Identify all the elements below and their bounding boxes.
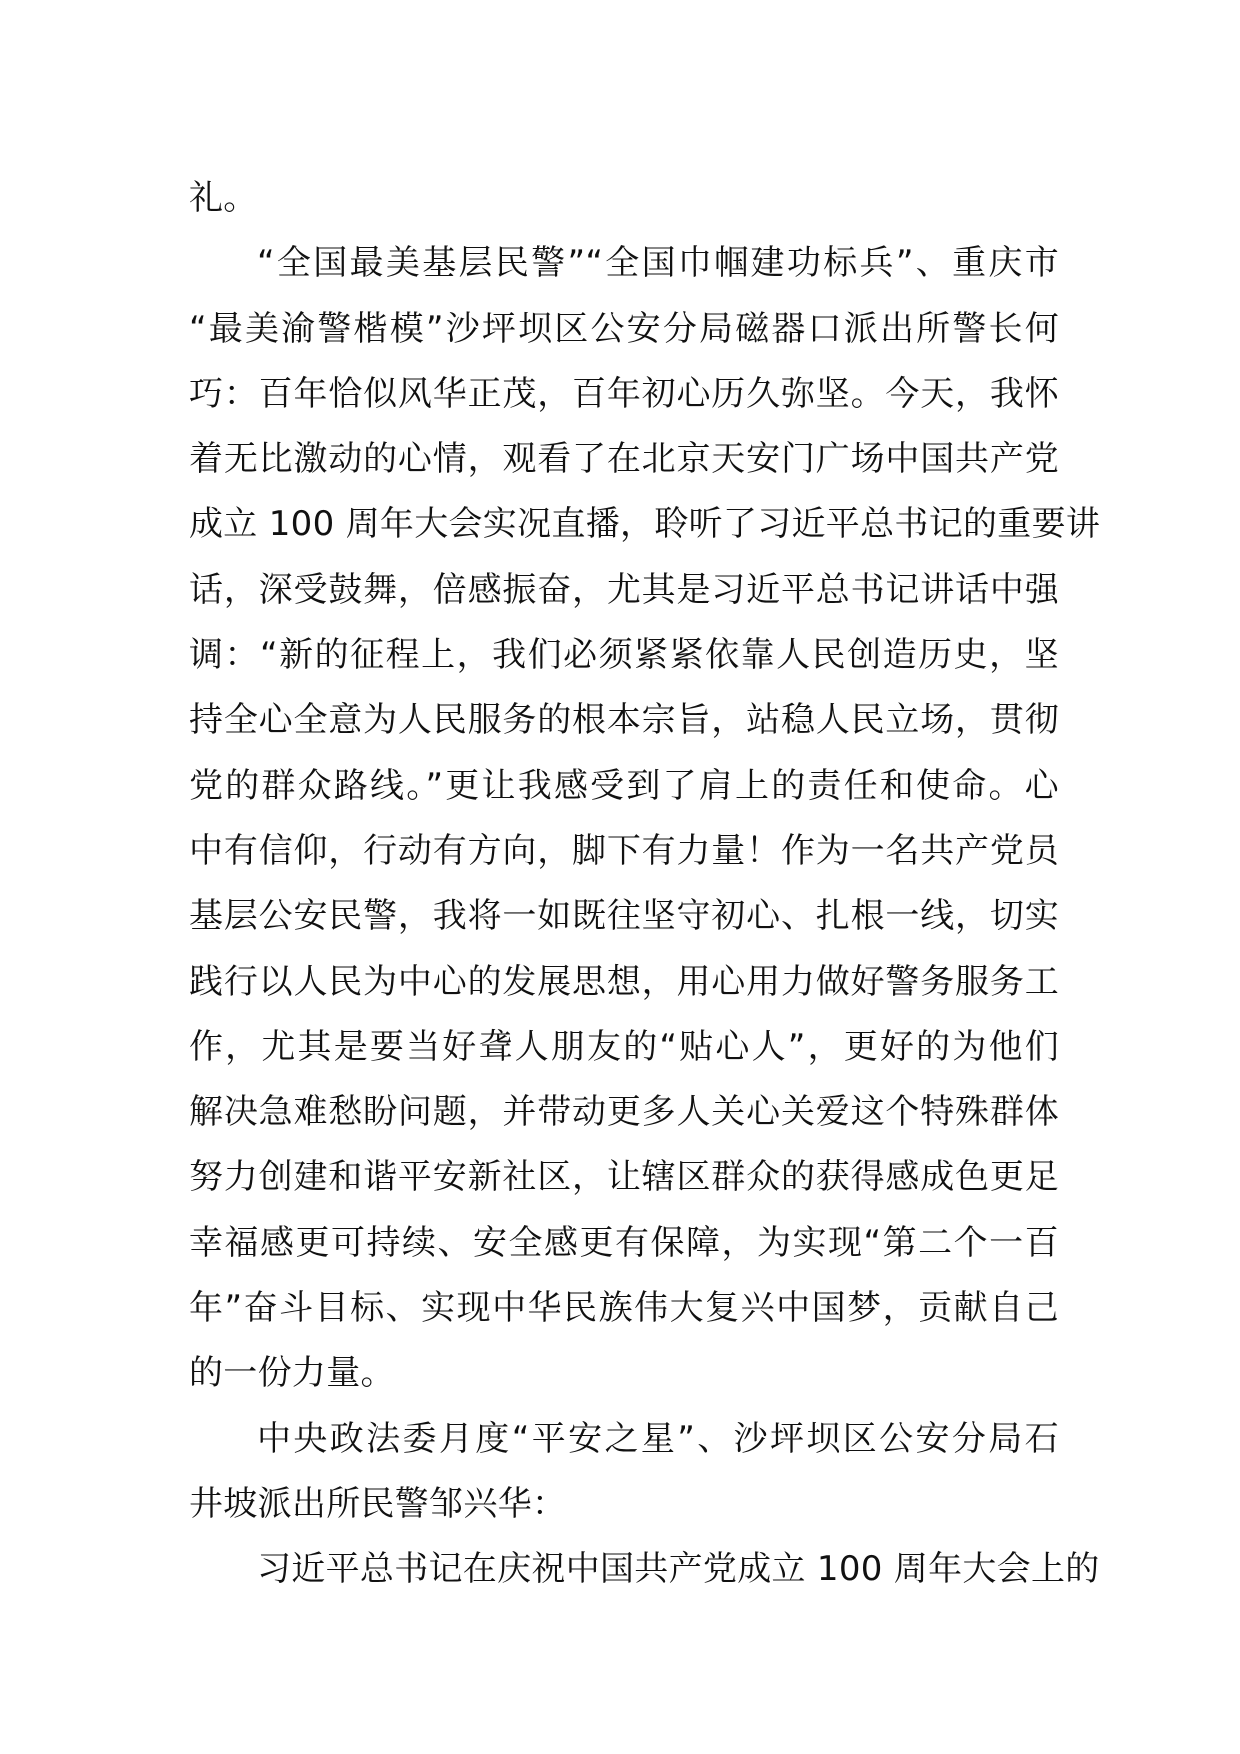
paragraph-2-line-10: 中有信仰，行动有方向，脚下有力量！作为一名共产党员 xyxy=(189,830,1059,871)
paragraph-2-line-11: 基层公安民警，我将一如既往坚守初心、扎根一线，切实 xyxy=(189,896,1059,937)
paragraph-2-line-6: 话，深受鼓舞，倍感振奋，尤其是习近平总书记讲话中强 xyxy=(189,569,1059,610)
paragraph-2-line-16: 幸福感更可持续、安全感更有保障，为实现“第二个一百 xyxy=(189,1222,1059,1263)
paragraph-2-line-15: 努力创建和谐平安新社区，让辖区群众的获得感成色更足 xyxy=(189,1157,1059,1198)
paragraph-4-line-1: 习近平总书记在庆祝中国共产党成立 100 周年大会上的 xyxy=(257,1549,1100,1590)
paragraph-1-line-1: 礼。 xyxy=(189,178,258,218)
paragraph-3-line-2: 井坡派出所民警邹兴华： xyxy=(189,1483,567,1524)
paragraph-3-line-1: 中央政法委月度“平安之星”、沙坪坝区公安分局石 xyxy=(257,1418,1059,1459)
paragraph-2-line-17: 年”奋斗目标、实现中华民族伟大复兴中国梦，贡献自己 xyxy=(189,1288,1059,1329)
paragraph-2-line-5: 成立 100 周年大会实况直播，聆听了习近平总书记的重要讲 xyxy=(189,504,1101,545)
paragraph-2-line-3: 巧：百年恰似风华正茂，百年初心历久弥坚。今天，我怀 xyxy=(189,373,1059,414)
document-body xyxy=(189,166,1101,1603)
paragraph-2-line-2: “最美渝警楷模”沙坪坝区公安分局磁器口派出所警长何 xyxy=(189,308,1059,349)
paragraph-2-line-1: “全国最美基层民警”“全国巾帼建功标兵”、重庆市 xyxy=(257,243,1059,284)
paragraph-2-line-14: 解决急难愁盼问题，并带动更多人关心关爱这个特殊群体 xyxy=(189,1092,1059,1133)
paragraph-2-line-13: 作，尤其是要当好聋人朋友的“贴心人”，更好的为他们 xyxy=(189,1026,1059,1067)
paragraph-2-line-9: 党的群众路线。”更让我感受到了肩上的责任和使命。心 xyxy=(189,765,1059,806)
paragraph-2-line-8: 持全心全意为人民服务的根本宗旨，站稳人民立场，贯彻 xyxy=(189,700,1059,741)
paragraph-2-line-12: 践行以人民为中心的发展思想，用心用力做好警务服务工 xyxy=(189,961,1059,1002)
paragraph-2-line-18: 的一份力量。 xyxy=(189,1353,395,1394)
paragraph-2-line-7: 调：“新的征程上，我们必须紧紧依靠人民创造历史，坚 xyxy=(189,635,1059,676)
paragraph-2-line-4: 着无比激动的心情，观看了在北京天安门广场中国共产党 xyxy=(189,439,1059,480)
